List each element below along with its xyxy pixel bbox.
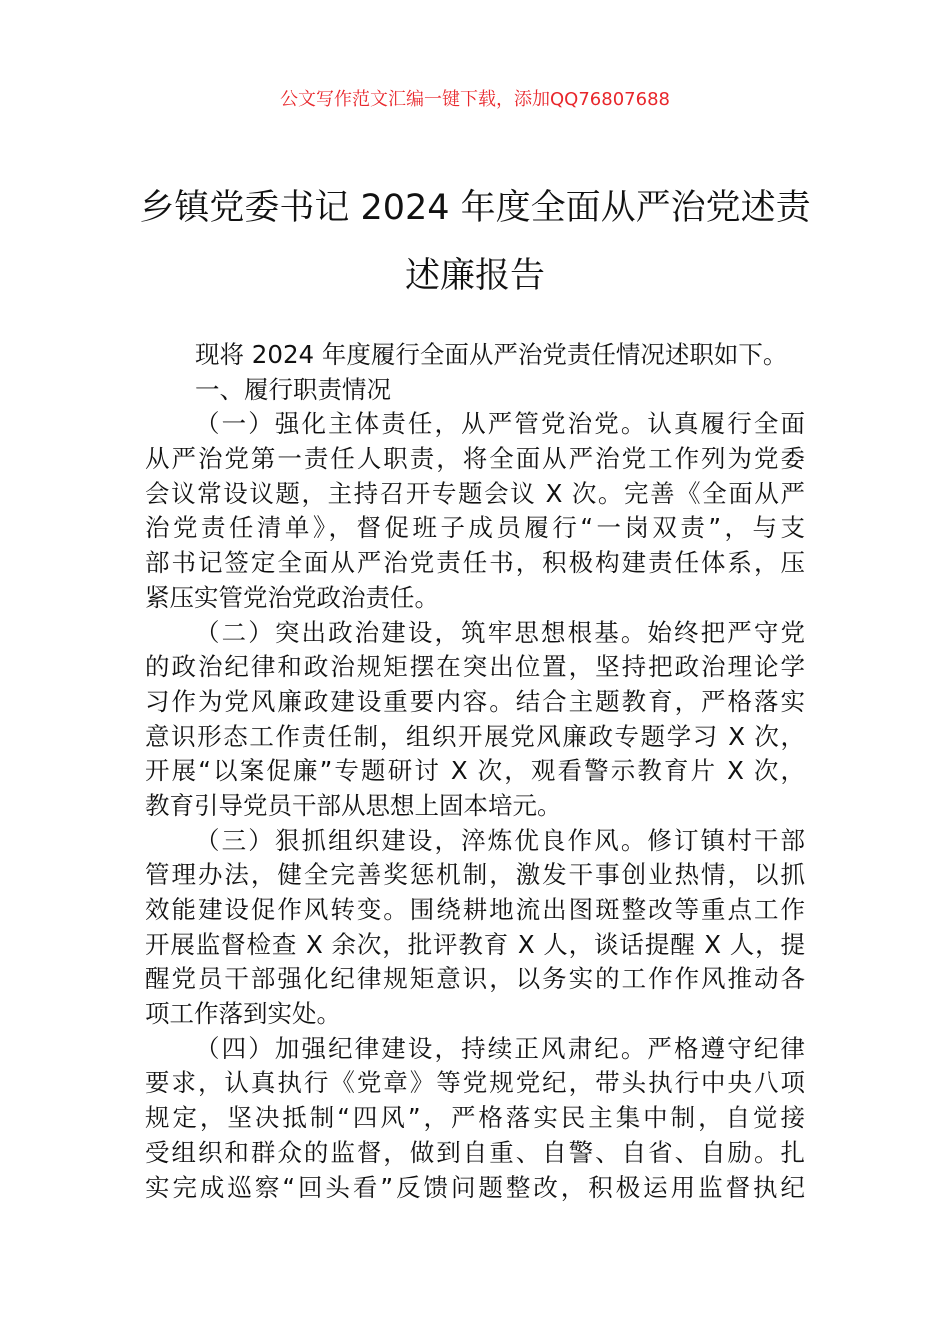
text-line: 规定，坚决抵制“四风”，严格落实民主集中制，自觉接 <box>145 1103 805 1133</box>
document-title-line-1: 乡镇党委书记 2024 年度全面从严治党述责 <box>139 188 811 228</box>
text-line: 实完成巡察“回头看”反馈问题整改，积极运用监督执纪 <box>145 1172 805 1202</box>
text-line: （四）加强纪律建设，持续正风肃纪。严格遵守纪律 <box>195 1033 805 1063</box>
text-line: （一）强化主体责任，从严管党治党。认真履行全面 <box>195 409 805 439</box>
text-line: 受组织和群众的监督，做到自重、自警、自省、自励。扎 <box>145 1137 805 1167</box>
text-line: 醒党员干部强化纪律规矩意识，以务实的工作作风推动各 <box>145 964 805 994</box>
text-line: 要求，认真执行《党章》等党规党纪，带头执行中央八项 <box>145 1068 805 1098</box>
text-line: 习作为党风廉政建设重要内容。结合主题教育，严格落实 <box>145 686 805 716</box>
text-line: 开展监督检查 X 余次，批评教育 X 人，谈话提醒 X 人，提 <box>145 929 805 959</box>
text-line: 现将 2024 年度履行全面从严治党责任情况述职如下。 <box>195 340 788 369</box>
text-line: 开展“以案促廉”专题研讨 X 次，观看警示教育片 X 次， <box>145 756 805 786</box>
text-line: 的政治纪律和政治规矩摆在突出位置，坚持把政治理论学 <box>145 652 805 682</box>
document-title-line-2: 述廉报告 <box>404 256 545 296</box>
text-line: 部书记签定全面从严治党责任书，积极构建责任体系，压 <box>145 548 805 578</box>
paragraph <box>145 338 805 373</box>
text-line: （三）狠抓组织建设，淬炼优良作风。修订镇村干部 <box>195 825 805 855</box>
paragraph <box>145 824 805 1032</box>
text-line: 管理办法，健全完善奖惩机制，激发干事创业热情，以抓 <box>145 860 805 890</box>
paragraph <box>145 407 805 615</box>
text-line: 一、履行职责情况 <box>195 374 391 404</box>
text-line: 效能建设促作风转变。围绕耕地流出图斑整改等重点工作 <box>145 895 805 924</box>
text-line: 从严治党第一责任人职责，将全面从严治党工作列为党委 <box>145 444 805 474</box>
paragraph <box>145 1032 805 1205</box>
text-line: 紧压实管党治党政治责任。 <box>145 582 439 612</box>
paragraph <box>145 616 805 824</box>
text-line: 教育引导党员干部从思想上固本培元。 <box>145 790 562 820</box>
text-line: （二）突出政治建设，筑牢思想根基。始终把严守党 <box>195 617 805 647</box>
section-heading <box>145 373 805 408</box>
text-line: 意识形态工作责任制，组织开展党风廉政专题学习 X 次， <box>145 721 805 751</box>
text-line: 治党责任清单》，督促班子成员履行“一岗双责”，与支 <box>145 513 805 543</box>
document-body <box>145 338 805 1205</box>
download-banner: 公文写作范文汇编一键下载，添加QQ76807688 <box>280 89 670 110</box>
text-line: 项工作落到实处。 <box>145 999 341 1029</box>
text-line: 会议常设议题，主持召开专题会议 X 次。完善《全面从严 <box>145 478 805 508</box>
